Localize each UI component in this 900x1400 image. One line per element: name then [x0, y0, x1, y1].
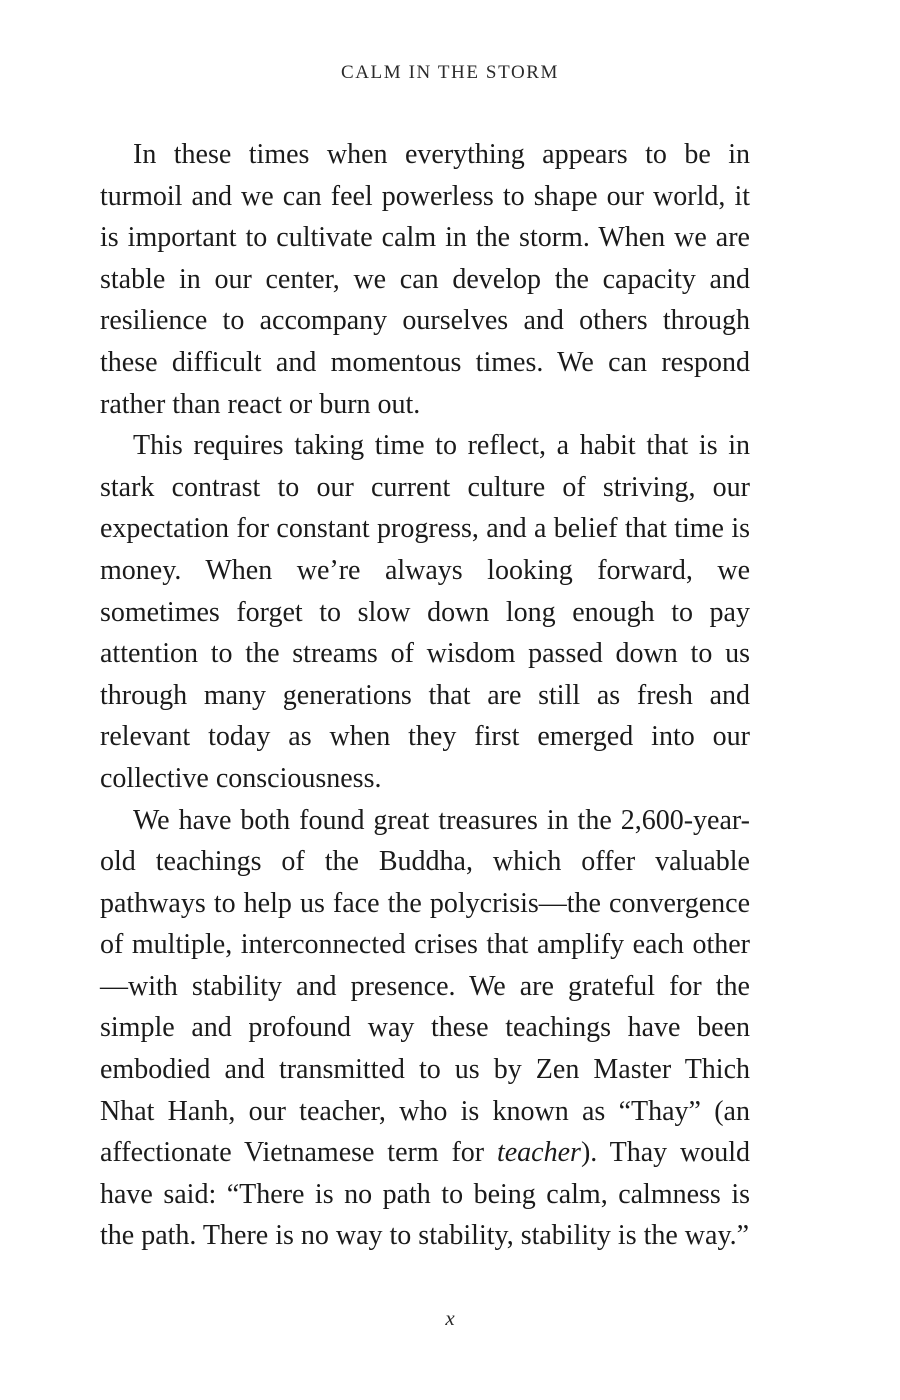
paragraph-1: In these times when everything appears to be in turmoil and we can feel powerless to shape our world, it is important to cultivate calm in the storm. When we are stable in our center, we can develop the capacity and resilience to accompany ourselves and others through these difficult and momentous times. We can respond rather than react or burn out.: [100, 139, 750, 420]
paragraph-3-text-end: ). Thay would have said: “There is no path to being calm, calmness is the path. There is no way to stability, stability is the way.”: [100, 1137, 750, 1252]
paragraph-3-text-start: We have both found great treasures in the 2,600-year-old teachings of the Buddha, which offer valuable pathways to help us face the polycrisis—the convergence of multiple, interconnected crises that amplify each other—with stability and presence. We are grateful for the simple and profound way these teachings have been embodied and transmitted to us by Zen Master Thich Nhat Hanh, our teacher, who is known as “Thay” (an affectionate Vietnamese term for: [100, 804, 750, 1169]
running-head: CALM IN THE STORM: [340, 62, 560, 83]
page-number: x: [445, 1306, 455, 1330]
italic-term: teacher: [496, 1137, 581, 1169]
paragraph-3: [100, 800, 750, 1258]
paragraph-2: This requires taking time to reflect, a habit that is in stark contrast to our current culture of striving, our expectation for constant progress, and a belief that time is money. When we’re always looking forward, we sometimes forget to slow down long enough to pay attention to the streams of wisdom passed down to us through many generations that are still as fresh and relevant today as when they first emerged into our collective consciousness.: [100, 430, 750, 794]
body-text: [100, 134, 750, 1257]
